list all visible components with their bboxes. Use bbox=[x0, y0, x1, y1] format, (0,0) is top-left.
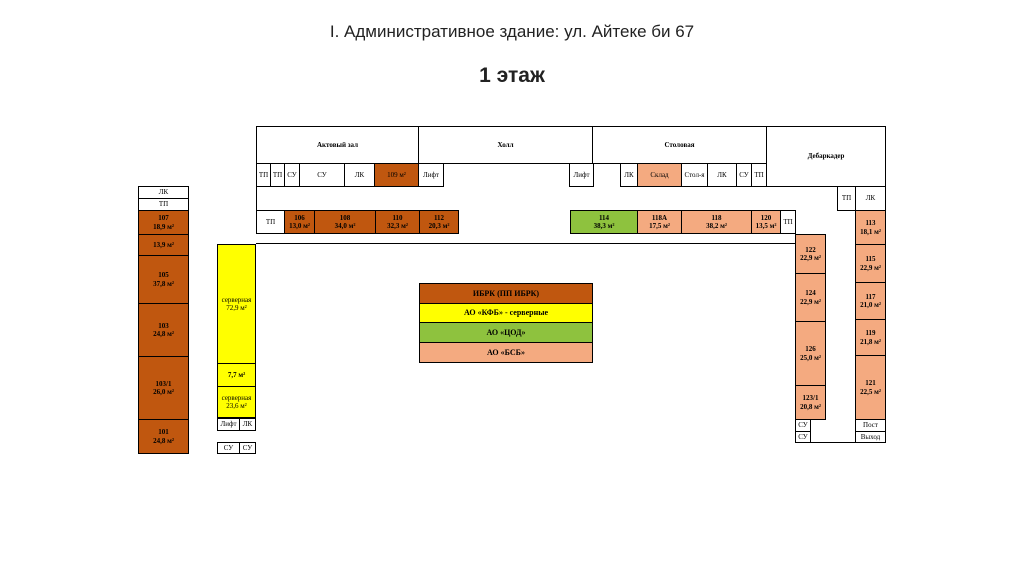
legend-kfb: АО «КФБ» - серверные bbox=[419, 303, 593, 323]
room-112: 112 20,3 м² bbox=[419, 210, 459, 234]
wall-line bbox=[810, 442, 856, 443]
legend-tsod: АО «ЦОД» bbox=[419, 322, 593, 343]
tp-cell: ТП bbox=[837, 186, 856, 211]
room-7-7: 7,7 м² bbox=[217, 363, 256, 387]
room-126: 126 25,0 м² bbox=[795, 321, 826, 386]
tp-cell: ТП bbox=[270, 163, 285, 187]
su-cell: СУ bbox=[795, 431, 811, 443]
room-121: 121 22,5 м² bbox=[855, 355, 886, 420]
room-118a: 118А 17,5 м² bbox=[637, 210, 682, 234]
lift-cell: Лифт bbox=[569, 163, 594, 187]
tp-cell: ТП bbox=[780, 210, 796, 234]
server-room-2: серверная 23,6 м² bbox=[217, 386, 256, 418]
aktovy-zal: Актовый зал bbox=[256, 126, 419, 164]
lk-cell: ЛК bbox=[344, 163, 375, 187]
floor-title: 1 этаж bbox=[479, 64, 545, 87]
lk-cell: ЛК bbox=[138, 186, 189, 199]
room-114: 114 38,3 м² bbox=[570, 210, 638, 234]
lk-cell: ЛК bbox=[239, 418, 256, 431]
room-105: 105 37,8 м² bbox=[138, 255, 189, 304]
room-107: 107 18,9 м² bbox=[138, 210, 189, 235]
su-cell: СУ bbox=[217, 442, 240, 454]
stolovaya: Столовая bbox=[592, 126, 767, 164]
page-title: I. Административное здание: ул. Айтеке би 67 bbox=[329, 22, 695, 41]
wall-line bbox=[256, 243, 795, 244]
kholl: Холл bbox=[418, 126, 593, 164]
room-106: 106 13,0 м² bbox=[284, 210, 315, 234]
legend-ibrk: ИБРК (ПП ИБРК) bbox=[419, 283, 593, 304]
tp-cell: ТП bbox=[256, 163, 271, 187]
room-103: 103 24,8 м² bbox=[138, 303, 189, 357]
stol-ya: Стол-я bbox=[681, 163, 708, 187]
su-cell: СУ bbox=[239, 442, 256, 454]
tp-cell: ТП bbox=[751, 163, 767, 187]
su-cell: СУ bbox=[299, 163, 345, 187]
room-108: 108 34,0 м² bbox=[314, 210, 376, 234]
lk-cell: ЛК bbox=[855, 186, 886, 211]
debarkader: Дебаркадер bbox=[766, 126, 886, 187]
lk-cell: ЛК bbox=[707, 163, 737, 187]
room-118: 118 38,2 м² bbox=[681, 210, 752, 234]
tp-cell: ТП bbox=[138, 198, 189, 211]
room-117: 117 21,0 м² bbox=[855, 282, 886, 320]
lift-cell: Лифт bbox=[217, 418, 240, 431]
su-cell: СУ bbox=[795, 419, 811, 432]
room-113: 113 18,1 м² bbox=[855, 210, 886, 245]
room-109: 109 м² bbox=[374, 163, 419, 187]
post: Пост bbox=[855, 419, 886, 432]
room-103-1: 103/1 26,0 м² bbox=[138, 356, 189, 420]
lk-cell: ЛК bbox=[620, 163, 638, 187]
room-115: 115 22,9 м² bbox=[855, 244, 886, 283]
wall-line bbox=[256, 186, 257, 211]
legend-bsb: АО «БСБ» bbox=[419, 342, 593, 363]
room-122: 122 22,9 м² bbox=[795, 234, 826, 274]
room-101: 101 24,8 м² bbox=[138, 419, 189, 454]
su-cell: СУ bbox=[284, 163, 300, 187]
tp-cell: ТП bbox=[256, 210, 285, 234]
server-room-1: серверная 72,9 м² bbox=[217, 244, 256, 364]
room-13-9: 13,9 м² bbox=[138, 234, 189, 256]
room-110: 110 32,3 м² bbox=[375, 210, 420, 234]
exit: Выход bbox=[855, 431, 886, 443]
room-124: 124 22,9 м² bbox=[795, 273, 826, 322]
sklad: Склад bbox=[637, 163, 682, 187]
su-cell: СУ bbox=[736, 163, 752, 187]
room-123-1: 123/1 20,8 м² bbox=[795, 385, 826, 420]
lift-cell: Лифт bbox=[418, 163, 444, 187]
room-120: 120 13,5 м² bbox=[751, 210, 781, 234]
room-119: 119 21,8 м² bbox=[855, 319, 886, 356]
